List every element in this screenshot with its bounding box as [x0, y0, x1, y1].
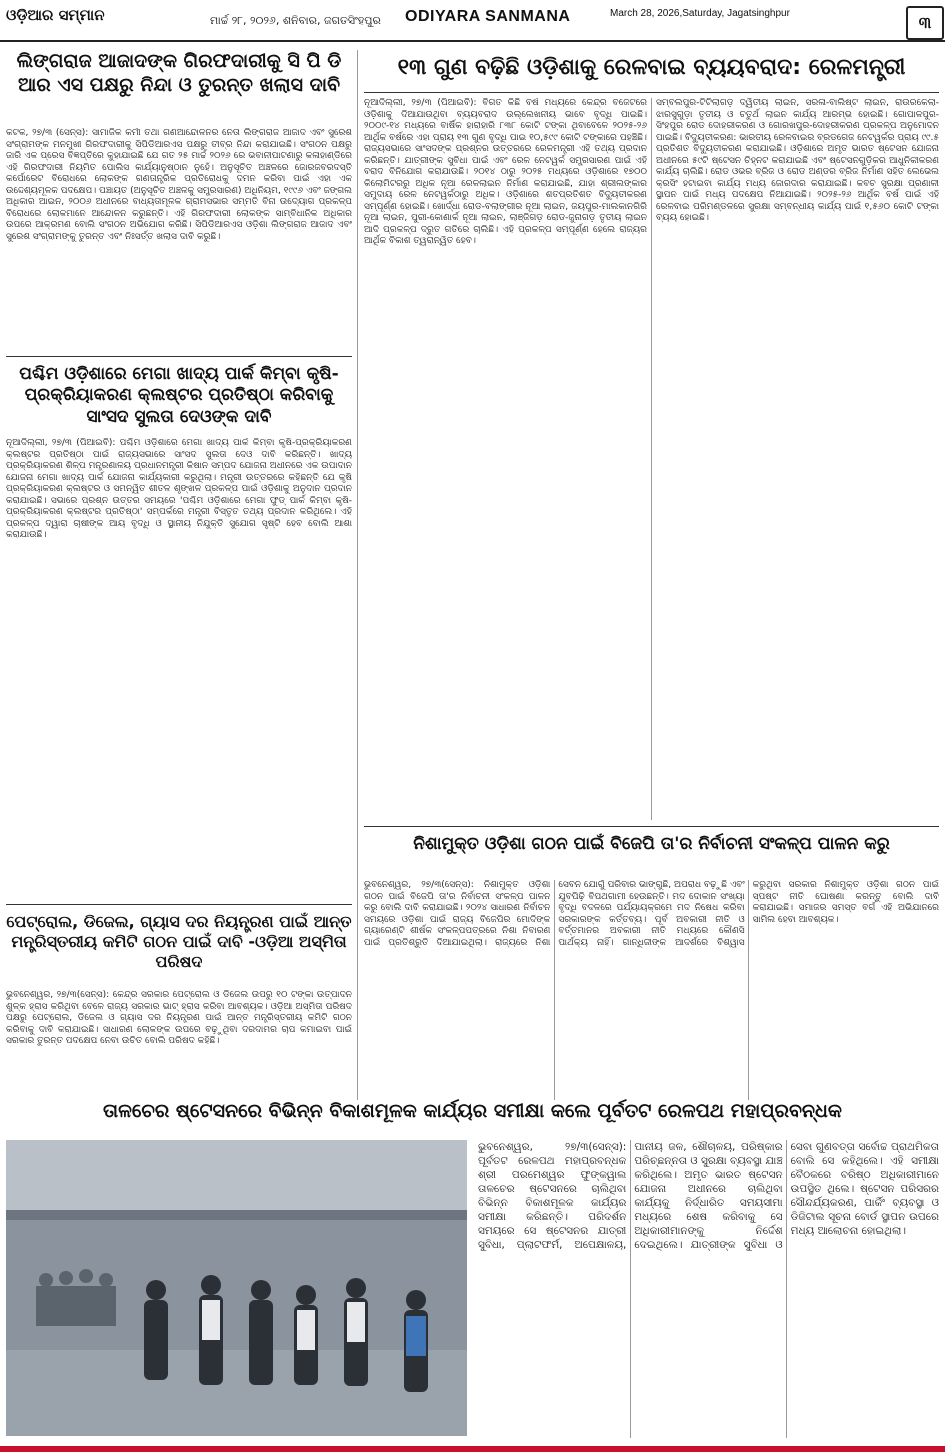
divider — [6, 904, 352, 905]
date-odia: ମାର୍ଚ୍ଚ ୨୮, ୨୦୨୬, ଶନିବାର, ଜଗତସିଂହପୁର — [210, 14, 381, 27]
column-rule — [357, 50, 358, 1118]
headline-lingaraj: ଲିଙ୍ଗରାଜ ଆଜାଦଙ୍କ ଗିରଫଦାରୀକୁ ସି ପି ଡି ଆର ଏସ ପକ୍ଷରୁ ନିନ୍ଦା ଓ ତୁରନ୍ତ ଖଲାସ ଦାବି — [16, 50, 342, 96]
headline-food-park: ପଶ୍ଚିମ ଓଡ଼ିଶାରେ ମେଗା ଖାଦ୍ୟ ପାର୍କ କିମ୍ବା କୃଷି-ପ୍ରକ୍ରିୟାକରଣ କ୍ଲଷ୍ଟର ପ୍ରତିଷ୍ଠା କରିବାକୁ ସାଂସଦ ସୁଲତା ଦେଓଙ୍କ ଦାବି — [19, 364, 339, 427]
article-photo — [6, 1140, 467, 1436]
article-bjp: ଭୁବନେଶ୍ୱର, ୨୭/୩(ସେନ୍ସ): ନିଶାମୁକ୍ତ ଓଡ଼ିଶା ଗଠନ ପାଇଁ ବିଜେପି ତା'ର ନିର୍ବାଚନୀ ସଂକଳ୍ପ ପାଳନ କରୁ ବୋଲି ଦାବି କରାଯାଇଛି। ୨୦୨୪ ସାଧାରଣ ନିର୍ବାଚନ ସମୟରେ ଓଡ଼ିଶା ପାଇଁ ରାଜ୍ୟ ବିଜେପିର ମୋଦିଙ୍କ ଗ୍ୟାରେଣ୍ଟି ଶୀର୍ଷକ ସଂକଳ୍ପପତ୍ରରେ ନିଶା ନିବାରଣ ପାଇଁ ପ୍ରତିଶ୍ରୁତି ଦିଆଯାଇଥିଲା। ରାଜ୍ୟରେ ନିଶା ସେବନ ଯୋଗୁଁ ପରିବାର ଭାଙ୍ଗୁଛି, ଅପରାଧ ବଢ଼ୁଛି ଏବଂ ଯୁବପିଢ଼ି ବିପଥଗାମୀ ହେଉଛନ୍ତି। ମଦ ଦୋକାନ ସଂଖ୍ୟା ବୃଦ୍ଧି ବଦଳରେ ପର୍ଯ୍ୟାୟକ୍ରମେ ମଦ ନିଷେଧ କରିବା ସରକାରଙ୍କ କର୍ତ୍ତବ୍ୟ। ପୂର୍ବ ଅବକାରୀ ନୀତି ଓ ବର୍ତ୍ତମାନର ଅବକାରୀ ନୀତି ମଧ୍ୟରେ କୌଣସି ପାର୍ଥକ୍ୟ ନାହିଁ। ଗାନ୍ଧିଜୀଙ୍କ ଆଦର୍ଶରେ ବିଶ୍ୱାସ କରୁଥିବା ସରକାର ନିଶାମୁକ୍ତ ଓଡ଼ିଶା ଗଠନ ପାଇଁ ସ୍ପଷ୍ଟ ନୀତି ଘୋଷଣା କରନ୍ତୁ ବୋଲି ଦାବି କରାଯାଇଛି। ସମାଜର ସମସ୍ତ ବର୍ଗ ଏହି ଅଭିଯାନରେ ସାମିଲ ହେବା ଆବଶ୍ୟକ। — [364, 880, 939, 948]
column-rule — [651, 98, 652, 820]
article-talcher: ଭୁବନେଶ୍ୱର, ୨୭/୩(ସେନ୍ସ): ପୂର୍ବତଟ ରେଳପଥ ମହାପ୍ରବନ୍ଧକ ଶ୍ରୀ ପରମେଶ୍ୱର ଫୁଙ୍କୱାଲ ତାଳଚେର ଷ୍ଟେସନରେ ଚାଲିଥିବା ବିଭିନ୍ନ ବିକାଶମୂଳକ କାର୍ଯ୍ୟର ସମୀକ୍ଷା କରିଛନ୍ତି। ପରିଦର୍ଶନ ସମୟରେ ସେ ଷ୍ଟେସନର ଯାତ୍ରୀ ସୁବିଧା, ପ୍ଲାଟଫର୍ମ, ଅପେକ୍ଷାଳୟ, ପାନୀୟ ଜଳ, ଶୌଚାଳୟ, ପରିଷ୍କାର ପରିଚ୍ଛନ୍ନତା ଓ ସୁରକ୍ଷା ବ୍ୟବସ୍ଥା ଯାଞ୍ଚ କରିଥିଲେ। ଅମୃତ ଭାରତ ଷ୍ଟେସନ ଯୋଜନା ଅଧୀନରେ ଚାଲିଥିବା କାର୍ଯ୍ୟକୁ ନିର୍ଦ୍ଧାରିତ ସମୟସୀମା ମଧ୍ୟରେ ଶେଷ କରିବାକୁ ସେ ଅଧିକାରୀମାନଙ୍କୁ ନିର୍ଦ୍ଦେଶ ଦେଇଥିଲେ। ଯାତ୍ରୀଙ୍କ ସୁବିଧା ଓ ସେବା ଗୁଣବତ୍ତା ସର୍ବୋଚ୍ଚ ପ୍ରାଥମିକତା ବୋଲି ସେ କହିଥିଲେ। ଏହି ସମୀକ୍ଷା ବୈଠକରେ ବରିଷ୍ଠ ଅଧିକାରୀମାନେ ଉପସ୍ଥିତ ଥିଲେ। ଷ୍ଟେସନ ପରିସରର ସୌନ୍ଦର୍ଯ୍ୟକରଣ, ପାର୍କିଂ ବ୍ୟବସ୍ଥା ଓ ଡିଜିଟାଲ ସୂଚନା ବୋର୍ଡ ସ୍ଥାପନ ଉପରେ ମଧ୍ୟ ଆଲୋଚନା ହୋଇଥିଲା। — [478, 1141, 939, 1251]
article-food-park: ନୂଆଦିଲ୍ଲୀ, ୨୭/୩ (ପିଆଇବି): ପଶ୍ଚିମ ଓଡ଼ିଶାରେ ମେଗା ଖାଦ୍ୟ ପାର୍କ କିମ୍ବା କୃଷି-ପ୍ରକ୍ରିୟାକରଣ କ୍ଲଷ୍ଟର ପ୍ରତିଷ୍ଠା ପାଇଁ ରାଜ୍ୟସଭାରେ ସାଂସଦ ସୁଲତା ଦେଓ ଦାବି କରିଛନ୍ତି। ଖାଦ୍ୟ ପ୍ରକ୍ରିୟାକରଣ ଶିଳ୍ପ ମନ୍ତ୍ରଣାଳୟ ପ୍ରଧାନମନ୍ତ୍ରୀ କିଷାନ ସମ୍ପଦ ଯୋଜନା ଅଧୀନରେ ଏକ ଉପାଦାନ ଯୋଜନା ମେଗା ଖାଦ୍ୟ ପାର୍କ ଯୋଜନା କାର୍ଯ୍ୟକାରୀ କରୁଥିଲା। ମନ୍ତ୍ରୀ ଉତ୍ତରରେ କହିଛନ୍ତି ଯେ କୃଷି ପ୍ରକ୍ରିୟାକରଣ କ୍ଲଷ୍ଟର ଓ ସମନ୍ୱିତ ଶୀତଳ ଶୃଙ୍ଖଳ ପ୍ରକଳ୍ପ ପାଇଁ ଓଡ଼ିଶାକୁ ଅନୁଦାନ ପ୍ରଦାନ କରାଯାଇଛି। ସଭାରେ ପ୍ରଶ୍ନ ଉତ୍ତର ସମୟରେ 'ପଶ୍ଚିମ ଓଡ଼ିଶାରେ ମେଗା ଫୁଡ୍ ପାର୍କ କିମ୍ବା କୃଷି-ପ୍ରକ୍ରିୟାକରଣ କ୍ଲଷ୍ଟର ପ୍ରତିଷ୍ଠା' ସମ୍ପର୍କରେ ମନ୍ତ୍ରୀ ବିସ୍ତୃତ ତଥ୍ୟ ପ୍ରଦାନ କରିଥିଲେ। ଏହି ପ୍ରକଳ୍ପ ଦ୍ୱାରା ଚାଷୀଙ୍କ ଆୟ ବୃଦ୍ଧି ଓ ସ୍ଥାନୀୟ ନିଯୁକ୍ତି ସୁଯୋଗ ସୃଷ୍ଟି ହେବ ବୋଲି ଆଶା କରାଯାଉଛି। — [6, 438, 352, 540]
divider — [364, 826, 939, 827]
footer-bar — [0, 1446, 945, 1452]
headline-bjp: ନିଶାମୁକ୍ତ ଓଡ଼ିଶା ଗଠନ ପାଇଁ ବିଜେପି ତା'ର ନିର୍ବାଚନୀ ସଂକଳ୍ପ ପାଳନ କରୁ — [413, 834, 890, 854]
page-number: ୩ — [906, 6, 944, 40]
article-lingaraj: କଟକ, ୨୭/୩ (ସେନ୍ସ): ସାମାଜିକ କର୍ମୀ ତଥା ଗଣଆନ୍ଦୋଳନର ନେତା ଲିଙ୍ଗରାଜ ଆଜାଦ ଏବଂ ସୁରେଶ ସଂଗ୍ରାମଙ୍କ ମନମୁଖୀ ଗିରଫଦାରୀକୁ ସିପିଡିଆରଏସ ପକ୍ଷରୁ ତୀବ୍ର ନିନ୍ଦା କରାଯାଇଛି। ସଂଗଠନ ପକ୍ଷରୁ ଜାରି ଏକ ପ୍ରେସ ବିଜ୍ଞପ୍ତିରେ କୁହାଯାଇଛି ଯେ ଗତ ୨୫ ମାର୍ଚ୍ଚ ୨୦୨୬ ରେ ଭବାନୀପାଟଣାରୁ କଳାହାଣ୍ଡିରେ ଏହି ଗିରଫଦାରୀ ନିୟମିତ ପୋଲିସ କାର୍ଯ୍ୟାନୁଷ୍ଠାନ ନୁହେଁ। ଅନୁସୂଚିତ ଅଞ୍ଚଳରେ ଜୋରଜବରଦସ୍ତି କର୍ପୋରେଟ ବିରୋଧରେ ଲୋକଙ୍କ ଗଣତାନ୍ତ୍ରିକ ପ୍ରତିରୋଧକୁ ଦମନ କରିବା ପାଇଁ ଏହା ଏକ ଉଦ୍ଦେଶ୍ୟମୂଳକ ପଦକ୍ଷେପ। ପଞ୍ଚାୟତ (ଅନୁସୂଚିତ ଅଞ୍ଚଳକୁ ସମ୍ପ୍ରସାରଣ) ଅଧିନିୟମ, ୧୯୯୬ ଏବଂ ଜଙ୍ଗଲ ଅଧିକାର ଆଇନ, ୨୦୦୬ ଅଧୀନରେ ବାଧ୍ୟତାମୂଳକ ଗ୍ରାମସଭାର ସମ୍ମତି ବିନା ଉଦ୍ୟୋଗ ପ୍ରକଳ୍ପ ବିରୋଧରେ ଲୋକମାନେ ଆନ୍ଦୋଳନ କରୁଛନ୍ତି। ଏହି ଗିରଫଦାରୀ ଲୋକଙ୍କ ସାମ୍ବିଧାନିକ ଅଧିକାର ଉପରେ ଆକ୍ରମଣ ବୋଲି ସଂଗଠନ ଅଭିଯୋଗ କରିଛି। ସିପିଡିଆରଏସ ଓଡ଼ିଶା ଲିଙ୍ଗରାଜ ଆଜାଦ ଏବଂ ସୁରେଶ ସଂଗ୍ରାମଙ୍କୁ ତୁରନ୍ତ ଏବଂ ନିଃସର୍ତ୍ତ ଖଲାସ ଦାବି କରୁଛି। — [6, 128, 352, 242]
article-railway-col2: ସମ୍ବଲପୁର-ଟିଟିଲାଗଡ଼ ଦ୍ୱିତୀୟ ଲାଇନ, ସରଳା-ବାଲିଷ୍ଟ ଲାଇନ, ରାଉରକେଲା-ଝାରସୁଗୁଡ଼ା ତୃତୀୟ ଓ ଚତୁର୍ଥ ଲାଇନ କାର୍ଯ୍ୟ ଆରମ୍ଭ ହୋଇଛି। ଗୋପାଳପୁର-ସିଂହପୁର ରୋଡ ଦୋହରୀକରଣ ଓ ଗୋରଖପୁର-ଦୋହରୀକରଣ ପ୍ରକଳ୍ପ ଅନୁମୋଦନ ପାଇଛି। ବିଦ୍ୟୁତୀକରଣ: ଭାରତୀୟ ରେଳବାଇର ବ୍ରଡଗେଜ ନେଟୱର୍କର ପ୍ରାୟ ୯୯.୫ ପ୍ରତିଶତ ବିଦ୍ୟୁତୀକରଣ କରାଯାଇଛି। ଓଡ଼ିଶାରେ ଅମୃତ ଭାରତ ଷ୍ଟେସନ ଯୋଜନା ଅଧୀନରେ ୫୯ଟି ଷ୍ଟେସନ ଚିହ୍ନଟ କରାଯାଇଛି ଏବଂ ଷ୍ଟେସନଗୁଡ଼ିକର ଆଧୁନିକୀକରଣ କାର୍ଯ୍ୟ ଚାଲିଛି। ରୋଡ ଓଭର ବ୍ରିଜ ଓ ରୋଡ ଅଣ୍ଡର ବ୍ରିଜ ନିର୍ମାଣ ସହିତ ଲେଭେଲ କ୍ରସିଂ ହଟାଇବା କାର୍ଯ୍ୟ ମଧ୍ୟ ଜୋରଦାର କରାଯାଇଛି। କବଚ ସୁରକ୍ଷା ପ୍ରଣାଳୀ ସ୍ଥାପନ ପାଇଁ ମଧ୍ୟ ପଦକ୍ଷେପ ନିଆଯାଇଛି। ୨୦୨୫-୨୬ ଆର୍ଥିକ ବର୍ଷ ପାଇଁ ଏହି ରେଳବାଇ ପରିମଣ୍ଡଳରେ ସୁରକ୍ଷା ସମ୍ବନ୍ଧୀୟ କାର୍ଯ୍ୟ ପାଇଁ ୧,୫୬୦ କୋଟି ଟଙ୍କା ବ୍ୟୟ ହୋଇଛି। — [656, 98, 939, 223]
masthead — [0, 0, 945, 42]
headline-petrol: ପେଟ୍ରୋଲ, ଡିଜେଲ, ଗ୍ୟାସ ଦର ନିୟନ୍ତ୍ରଣ ପାଇଁ ଆନ୍ତ ମନ୍ତ୍ରିସ୍ତରୀୟ କମିଟି ଗଠନ ପାଇଁ ଦାବି -ଓଡ଼ିଆ ଅସ୍ମିତା ପରିଷଦ — [6, 912, 352, 971]
headline-railway: ୧୩ ଗୁଣ ବଢ଼ିଛି ଓଡ଼ିଶାକୁ ରେଳବାଇ ବ୍ୟୟବରାଦ: ରେଳମନ୍ତ୍ରୀ — [397, 55, 906, 80]
article-railway-col1: ନୂଆଦିଲ୍ଲୀ, ୨୭/୩ (ପିଆଇବି): ବିଗତ କିଛି ବର୍ଷ ମଧ୍ୟରେ କେନ୍ଦ୍ର ବଜେଟରେ ଓଡ଼ିଶାକୁ ଦିଆଯାଉଥିବା ବ୍ୟୟବରାଦ ଉଲ୍ଲେଖନୀୟ ଭାବେ ବୃଦ୍ଧି ପାଇଛି। ୨୦୦୯-୧୪ ମଧ୍ୟରେ ବାର୍ଷିକ ହାରାହାରି ୮୩୮ କୋଟି ଟଙ୍କା ଥିବାବେଳେ ୨୦୨୫-୨୬ ଆର୍ଥିକ ବର୍ଷରେ ଏହା ପ୍ରାୟ ୧୩ ଗୁଣ ବୃଦ୍ଧି ପାଇ ୧୦,୫୯୯ କୋଟି ଟଙ୍କାରେ ପହଞ୍ଚିଛି। ରାଜ୍ୟସଭାରେ ସାଂସଦଙ୍କ ପ୍ରଶ୍ନର ଉତ୍ତରରେ ରେଳମନ୍ତ୍ରୀ ଏହି ତଥ୍ୟ ପ୍ରଦାନ କରିଛନ୍ତି। ଯାତ୍ରୀଙ୍କ ସୁବିଧା ପାଇଁ ଏବଂ ରେଳ ନେଟୱର୍କ ସମ୍ପ୍ରସାରଣ ପାଇଁ ଏହି ବରାଦ ବିନିଯୋଗ କରାଯାଉଛି। ୨୦୧୪ ଠାରୁ ୨୦୨୫ ମଧ୍ୟରେ ଓଡ଼ିଶାରେ ୧୭୦୦ କିଲୋମିଟରରୁ ଅଧିକ ନୂଆ ରେଳଲାଇନ ନିର୍ମାଣ କରାଯାଇଛି, ଯାହା ଶ୍ରୀଲଙ୍କାର ସମୁଦାୟ ରେଳ ନେଟୱର୍କଠାରୁ ଅଧିକ। ଓଡ଼ିଶାରେ ଶତପ୍ରତିଶତ ବିଦ୍ୟୁତୀକରଣ ସମ୍ପୂର୍ଣ୍ଣ ହୋଇଛି। ଖୋର୍ଦ୍ଧା ରୋଡ-ବଲାଙ୍ଗୀର ନୂଆ ଲାଇନ, ଜୟପୁର-ମାଲକାନଗିରି ନୂଆ ଲାଇନ, ପୁରୀ-କୋଣାର୍କ ନୂଆ ଲାଇନ, ଲାଞ୍ଜିଗଡ଼ ରୋଡ-ଜୁନାଗଡ଼ ତୃତୀୟ ଲାଇନ ଆଦି ପ୍ରକଳ୍ପ ଦ୍ରୁତ ଗତିରେ ଚାଲିଛି। ଏହି ପ୍ରକଳ୍ପ ସମ୍ପୂର୍ଣ୍ଣ ହେଲେ ରାଜ୍ୟର ଆର୍ଥିକ ବିକାଶ ତ୍ୱରାନ୍ୱିତ ହେବ। — [364, 98, 647, 246]
station-people-photo — [6, 1140, 467, 1436]
divider — [364, 92, 939, 93]
headline-talcher-visible: ତାଳଚେର ଷ୍ଟେସନରେ ବିଭିନ୍ନ ବିକାଶମୂଳକ କାର୍ଯ୍ୟର ସମୀକ୍ଷା କଲେ ପୂର୍ବତଟ ରେଳପଥ ମହାପ୍ରବନ୍ଧକ — [6, 1100, 939, 1124]
brand-logo: ଓଡ଼ିଆର ସମ୍ମାନ — [6, 6, 105, 24]
divider — [6, 356, 352, 357]
newspaper-title: ODIYARA SANMANA — [405, 8, 571, 25]
date-english: March 28, 2026,Saturday, Jagatsinghpur — [610, 8, 790, 19]
article-petrol: ଭୁବନେଶ୍ୱର, ୨୭/୩(ସେନ୍ସ): କେନ୍ଦ୍ର ସରକାର ପେଟ୍ରୋଲ ଓ ଡିଜେଲ ଉପରୁ ୧୦ ଟଙ୍କା ଉତ୍ପାଦନ ଶୁଳ୍କ ହ୍ରାସ କରିଥିବା ବେଳେ ରାଜ୍ୟ ସରକାର ଭାଟ୍ ହ୍ରାସ କରିବା ଆବଶ୍ୟକ। ଓଡ଼ିଆ ଅସ୍ମିତା ପରିଷଦ ପକ୍ଷରୁ ପେଟ୍ରୋଲ, ଡିଜେଲ ଓ ଗ୍ୟାସ ଦର ନିୟନ୍ତ୍ରଣ ପାଇଁ ଆନ୍ତ ମନ୍ତ୍ରିସ୍ତରୀୟ କମିଟି ଗଠନ କରିବାକୁ ଦାବି କରାଯାଇଛି। ସାଧାରଣ ଲୋକଙ୍କ ଉପରେ ବଢ଼ୁଥିବା ଦରଦାମର ଚାପ କମାଇବା ପାଇଁ ସରକାର ତୁରନ୍ତ ପଦକ୍ଷେପ ନେବା ଉଚିତ ବୋଲି ପରିଷଦ କହିଛି। — [6, 990, 352, 1046]
